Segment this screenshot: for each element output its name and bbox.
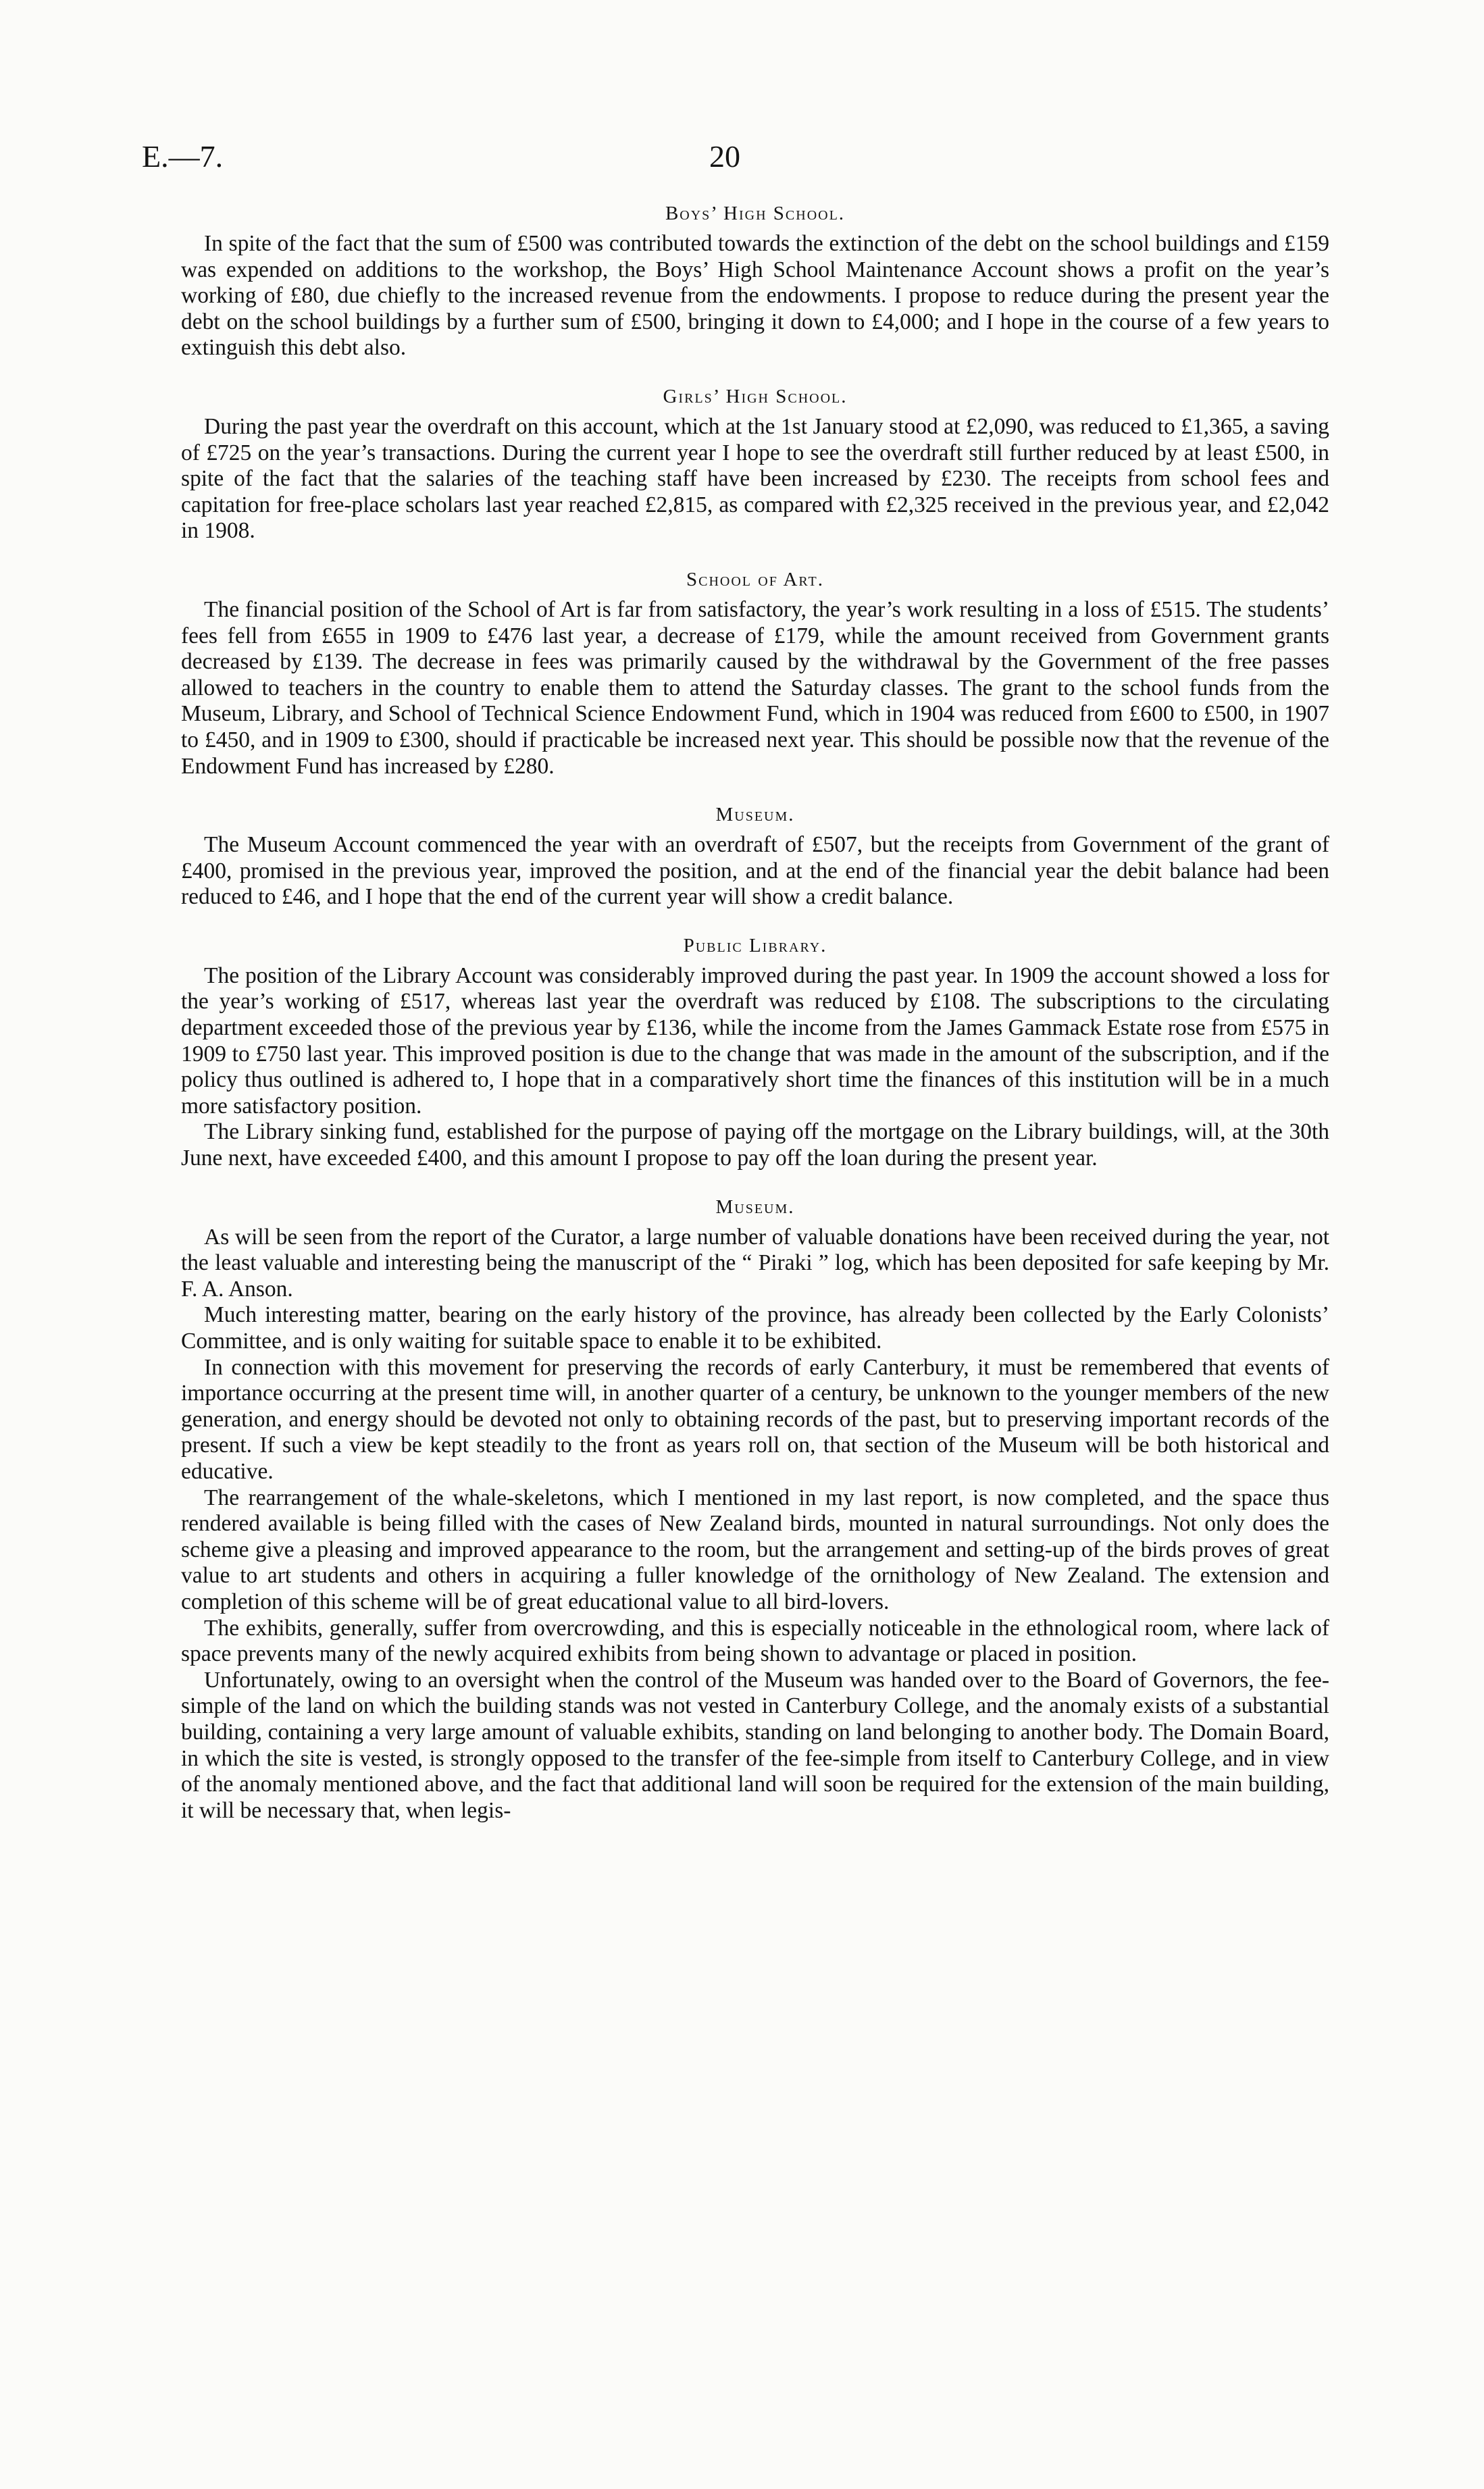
section-heading: Boys’ High School. — [665, 203, 846, 224]
paragraph: In spite of the fact that the sum of £500 was contributed towards the extinction of the debt on the school buildings and £159 was expended on additions to the workshop, the Boys’ High School Maintenance Account shows a profit on the year’s working of £80, due chiefly to the increased revenue from the endowments. I propose to reduce during the present year the debt on the school buildings by a further sum of £500, bringing it down to £4,000; and I hope in the course of a few years to extinguish this debt also. — [181, 231, 1329, 361]
section-heading: Public Library. — [683, 934, 827, 956]
section-girls-high-school — [181, 379, 1329, 544]
paragraph: The Library sinking fund, established for the purpose of paying off the mortgage on the Library buildings, will, at the 30th June next, have exceeded £400, and this amount I propose to pay off the loan during the present year. — [181, 1119, 1329, 1171]
paragraph: The position of the Library Account was considerably improved during the past year. In 1909 the account showed a loss for the year’s working of £517, whereas last year the overdraft was reduced by £108. The subscriptions to the circulating department exceeded those of the previous year by £136, while the income from the James Gammack Estate rose from £575 in 1909 to £750 last year. This improved position is due to the change that was made in the amount of the subscription, and if the policy thus outlined is adhered to, I hope that in a comparatively short time the finances of this institution will be in a much more satisfactory position. — [181, 963, 1329, 1119]
paragraph: The Museum Account commenced the year with an overdraft of £507, but the receipts from Government of the grant of £400, promised in the previous year, improved the position, and at the end of the financial year the debit balance had been reduced to £46, and I hope that the end of the current year will show a credit balance. — [181, 832, 1329, 910]
section-heading: Museum. — [715, 804, 795, 826]
paragraph: In connection with this movement for preserving the records of early Canterbury, it must be remembered that events of importance occurring at the present time will, in another quarter of a century, be unknown to the younger members of the new generation, and energy should be devoted not only to obtaining records of the past, but to preserving important records of the present. If such a view be kept steadily to the front as years roll on, that section of the Museum will be both historical and educative. — [181, 1354, 1329, 1484]
section-boys-high-school — [181, 196, 1329, 361]
section-heading: Museum. — [715, 1196, 795, 1218]
page-number: 20 — [709, 139, 740, 174]
paragraph: Much interesting matter, bearing on the early history of the province, has already been collected by the Early Colonists’ Committee, and is only waiting for suitable space to enable it to be exhibited. — [181, 1302, 1329, 1354]
page-reference: E.—7. — [142, 139, 224, 174]
section-museum — [181, 1189, 1329, 1824]
paragraph: As will be seen from the report of the Curator, a large number of valuable donations have been received during the year, not the least valuable and interesting being the manuscript of the “ Piraki ” log, which has been deposited for safe keeping by Mr. F. A. Anson. — [181, 1224, 1329, 1302]
section-school-of-art — [181, 562, 1329, 779]
paragraph: During the past year the overdraft on this account, which at the 1st January stood at £2,090, was reduced to £1,365, a saving of £725 on the year’s transactions. During the current year I hope to see the overdraft still further reduced by at least £500, in spite of the fact that the salaries of the teaching staff have been increased by £230. The receipts from school fees and capitation for free-place scholars last year reached £2,815, as compared with £2,325 received in the previous year, and £2,042 in 1908. — [181, 413, 1329, 544]
section-public-library — [181, 928, 1329, 1172]
section-museum-account — [181, 797, 1329, 910]
section-heading: School of Art. — [686, 568, 825, 590]
paragraph: The exhibits, generally, suffer from overcrowding, and this is especially noticeable in the ethnological room, where lack of space prevents many of the newly acquired exhibits from being shown to advantage or placed in position. — [181, 1615, 1329, 1667]
document-body — [181, 196, 1329, 1841]
paragraph: Unfortunately, owing to an oversight when the control of the Museum was handed over to the Board of Governors, the fee-simple of the land on which the building stands was not vested in Canterbury College, and the anomaly exists of a substantial building, containing a very large amount of valuable exhibits, standing on land belonging to another body. The Domain Board, in which the site is vested, is strongly opposed to the transfer of the fee-simple from itself to Canterbury College, and in view of the anomaly mentioned above, and the fact that additional land will soon be required for the extension of the main building, it will be necessary that, when legis- — [181, 1667, 1329, 1823]
section-heading: Girls’ High School. — [663, 385, 848, 407]
paragraph: The rearrangement of the whale-skeletons, which I mentioned in my last report, is now completed, and the space thus rendered available is being filled with the cases of New Zealand birds, mounted in natural surroundings. Not only does the scheme give a pleasing and improved appearance to the room, but the arrangement and setting-up of the birds proves of great value to art students and others in acquiring a fuller knowledge of the ornithology of New Zealand. The extension and completion of this scheme will be of great educational value to all bird-lovers. — [181, 1485, 1329, 1614]
paragraph: The financial position of the School of Art is far from satisfactory, the year’s work resulting in a loss of £515. The students’ fees fell from £655 in 1909 to £476 last year, a decrease of £179, while the amount received from Government grants decreased by £139. The decrease in fees was primarily caused by the withdrawal by the Government of the free passes allowed to teachers in the country to enable them to attend the Saturday classes. The grant to the school funds from the Museum, Library, and School of Technical Science Endowment Fund, which in 1904 was reduced from £600 to £500, in 1907 to £450, and in 1909 to £300, should if practicable be increased next year. This should be possible now that the revenue of the Endowment Fund has increased by £280. — [181, 596, 1329, 779]
